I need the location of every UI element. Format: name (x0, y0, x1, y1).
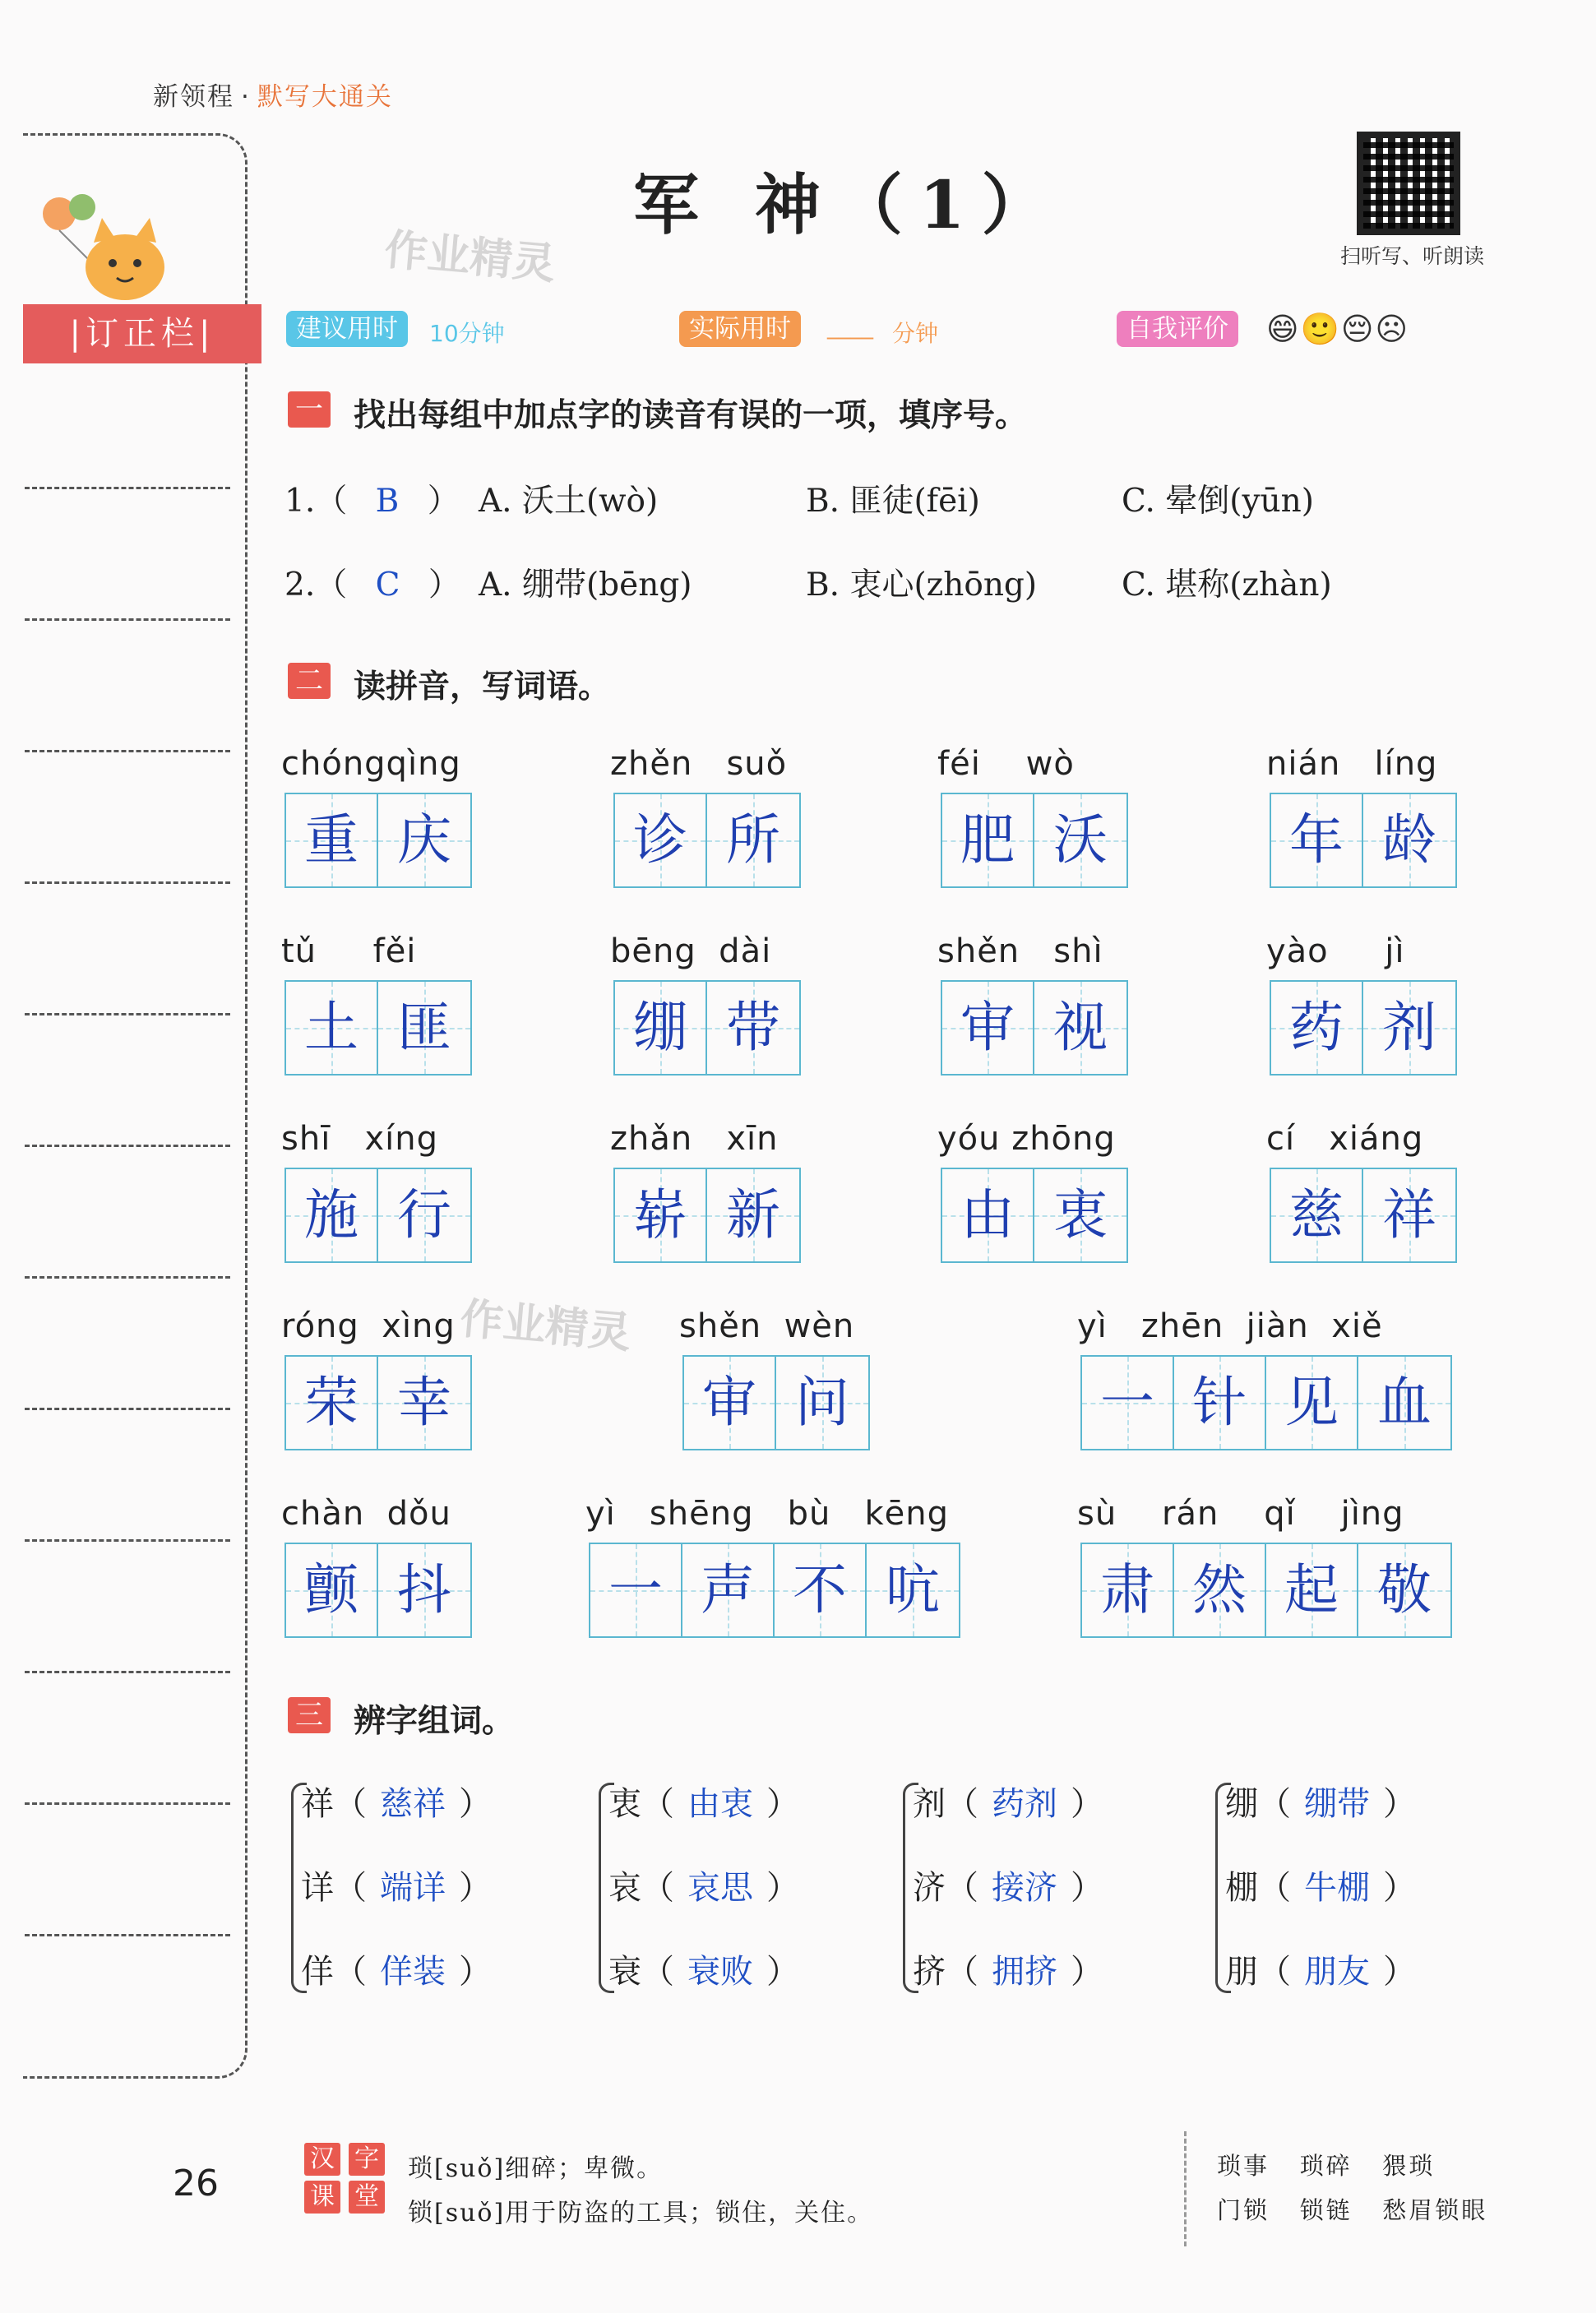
char-cell[interactable] (707, 1169, 799, 1261)
compare-close: ） (1071, 1953, 1103, 1991)
written-char: 药 (1289, 996, 1344, 1059)
char-cell[interactable] (615, 1169, 707, 1261)
compare-answer[interactable]: 拥挤 (992, 1953, 1057, 1991)
divider (25, 1013, 230, 1015)
written-char: 新 (726, 1183, 780, 1247)
char-cell[interactable] (1271, 794, 1363, 886)
words-1: 琐事 琐碎 猥琐 (1217, 2152, 1436, 2180)
written-char: 所 (726, 808, 780, 872)
written-char: 审 (960, 996, 1015, 1059)
written-char: 衷 (1053, 1183, 1108, 1247)
divider (25, 1671, 230, 1673)
written-char: 带 (726, 996, 780, 1059)
written-char: 然 (1192, 1558, 1247, 1621)
compare-row (301, 1945, 492, 1992)
written-char: 见 (1284, 1371, 1339, 1434)
divider (25, 1934, 230, 1936)
brand-name: 新领程 (153, 82, 234, 112)
hanzi-class-badge (304, 2143, 388, 2214)
char-cell[interactable] (1174, 1357, 1266, 1449)
pinyin-label: shī xíng (281, 1120, 438, 1158)
written-char: 问 (795, 1371, 849, 1434)
word-grid[interactable] (285, 1355, 472, 1450)
compare-answer[interactable]: 朋友 (1304, 1953, 1370, 1991)
compare-char: 衷（ (608, 1785, 674, 1823)
watermark: 作业精灵 (458, 1294, 633, 1358)
pinyin-label: féi wò (937, 745, 1075, 783)
char-cell[interactable] (286, 1357, 378, 1449)
compare-close: ） (766, 1953, 799, 1991)
char-cell[interactable] (286, 794, 378, 886)
char-cell[interactable] (707, 982, 799, 1074)
word-grid[interactable] (285, 793, 472, 888)
char-cell[interactable] (378, 1169, 470, 1261)
compare-answer[interactable]: 绷带 (1304, 1785, 1370, 1823)
q2-num: 2.（ (285, 567, 348, 604)
written-char: 龄 (1382, 808, 1436, 872)
compare-answer[interactable]: 衰败 (687, 1953, 753, 1991)
written-char: 年 (1289, 808, 1344, 872)
char-cell[interactable] (286, 982, 378, 1074)
badge-char: 字 (349, 2143, 385, 2176)
char-cell[interactable] (1271, 1169, 1363, 1261)
word-grid[interactable] (1270, 1168, 1457, 1263)
words-2: 门锁 锁链 愁眉锁眼 (1217, 2196, 1488, 2224)
char-cell[interactable] (1082, 1544, 1174, 1636)
divider (25, 881, 230, 884)
section2-title: 读拼音，写词语。 (354, 668, 611, 705)
word-grid[interactable] (285, 980, 472, 1076)
compare-answer[interactable]: 哀思 (687, 1869, 753, 1907)
suggested-time-value: 10分钟 (429, 320, 505, 347)
q1-close: ） (427, 483, 460, 520)
qr-caption: 扫听写、听朗读 (1340, 244, 1485, 268)
word-grid[interactable] (941, 1168, 1128, 1263)
char-cell[interactable] (378, 1357, 470, 1449)
compare-close: ） (459, 1785, 492, 1823)
suggested-time-label: 建议用时 (286, 311, 408, 347)
written-char: 崭 (633, 1183, 687, 1247)
compare-answer[interactable]: 端详 (380, 1869, 446, 1907)
compare-answer[interactable]: 由衷 (687, 1785, 753, 1823)
pinyin-label: cí xiáng (1266, 1120, 1424, 1158)
char-cell[interactable] (1358, 1357, 1450, 1449)
compare-close: ） (766, 1869, 799, 1907)
note-1: 琐[suǒ]细碎；卑微。 (408, 2154, 664, 2183)
char-cell[interactable] (707, 794, 799, 886)
char-cell[interactable] (1363, 794, 1455, 886)
compare-close: ） (766, 1785, 799, 1823)
pinyin-label: chàn dǒu (281, 1495, 451, 1533)
pinyin-label: shěn wèn (679, 1307, 855, 1345)
written-char: 土 (304, 996, 359, 1059)
compare-char: 济（ (913, 1869, 978, 1907)
word-grid[interactable] (589, 1543, 960, 1638)
written-char: 由 (960, 1183, 1015, 1247)
compare-close: ） (1383, 1869, 1416, 1907)
char-cell[interactable] (682, 1544, 775, 1636)
compare-row (913, 1945, 1103, 1992)
written-char: 施 (304, 1183, 359, 1247)
pinyin-label: yào jì (1266, 932, 1405, 970)
compare-char: 哀（ (608, 1869, 674, 1907)
compare-char: 佯（ (301, 1953, 367, 1991)
compare-answer[interactable]: 药剂 (992, 1785, 1057, 1823)
q2-option-b: B. 衷心(zhōng) (806, 567, 1038, 604)
compare-answer[interactable]: 接济 (992, 1869, 1057, 1907)
section3-title: 辨字组词。 (354, 1703, 515, 1740)
written-char: 慈 (1289, 1183, 1344, 1247)
compare-char: 衰（ (608, 1953, 674, 1991)
qr-code-icon[interactable] (1357, 132, 1460, 235)
section1-title: 找出每组中加点字的读音有误的一项，填序号。 (354, 397, 1028, 434)
compare-row (608, 1945, 799, 1992)
compare-close: ） (459, 1869, 492, 1907)
written-char: 剂 (1382, 996, 1436, 1059)
question-1 (285, 475, 460, 521)
divider (25, 750, 230, 752)
correction-tab: |订正栏| (23, 304, 261, 363)
word-grid[interactable] (1270, 980, 1457, 1076)
compare-row (1225, 1862, 1416, 1908)
word-grid[interactable] (682, 1355, 870, 1450)
compare-close: ） (1071, 1785, 1103, 1823)
section2-icon: 二 (288, 663, 331, 699)
q2-answer[interactable]: C (375, 567, 400, 604)
written-char: 不 (793, 1558, 847, 1621)
footer-divider (1184, 2131, 1187, 2246)
char-cell[interactable] (867, 1544, 959, 1636)
page-number: 26 (173, 2163, 219, 2204)
actual-time-unit: 分钟 (892, 320, 939, 347)
divider (25, 618, 230, 621)
written-char: 肃 (1100, 1558, 1154, 1621)
written-char: 幸 (397, 1371, 451, 1434)
char-cell[interactable] (1363, 982, 1455, 1074)
brand-dot: · (241, 82, 251, 112)
pinyin-label: zhǎn xīn (610, 1120, 779, 1158)
char-cell[interactable] (286, 1544, 378, 1636)
char-cell[interactable] (615, 982, 707, 1074)
pinyin-label: yóu zhōng (937, 1120, 1116, 1158)
q2-option-a: A. 绷带(bēng) (479, 567, 692, 604)
cat-illustration (35, 189, 183, 304)
compare-close: ） (459, 1953, 492, 1991)
word-grid[interactable] (1080, 1543, 1452, 1638)
written-char: 庆 (397, 808, 451, 872)
divider (25, 1145, 230, 1147)
compare-answer[interactable]: 佯装 (380, 1953, 446, 1991)
char-cell[interactable] (1271, 982, 1363, 1074)
written-char: 行 (397, 1183, 451, 1247)
written-char: 荣 (304, 1371, 359, 1434)
word-grid[interactable] (285, 1168, 472, 1263)
written-char: 一 (608, 1558, 663, 1621)
word-grid[interactable] (613, 1168, 801, 1263)
written-char: 沃 (1053, 808, 1108, 872)
section3-icon: 三 (288, 1697, 331, 1733)
pinyin-label: yì zhēn jiàn xiě (1077, 1307, 1383, 1345)
char-cell[interactable] (1363, 1169, 1455, 1261)
written-char: 肥 (960, 808, 1015, 872)
compare-char: 棚（ (1225, 1869, 1291, 1907)
word-grid[interactable] (1270, 793, 1457, 888)
word-grid[interactable] (941, 793, 1128, 888)
char-cell[interactable] (1266, 1357, 1358, 1449)
pinyin-label: bēng dài (610, 932, 772, 970)
written-char: 一 (1100, 1371, 1154, 1434)
char-cell[interactable] (1358, 1544, 1450, 1636)
written-char: 诊 (633, 808, 687, 872)
pinyin-label: zhěn suǒ (610, 745, 788, 783)
compare-row (913, 1862, 1103, 1908)
written-char: 祥 (1382, 1183, 1436, 1247)
question-2 (285, 559, 460, 605)
compare-row (1225, 1778, 1416, 1825)
char-cell[interactable] (1082, 1357, 1174, 1449)
written-char: 吭 (886, 1558, 940, 1621)
compare-row (608, 1862, 799, 1908)
badge-char: 汉 (304, 2143, 340, 2176)
char-cell[interactable] (590, 1544, 682, 1636)
written-char: 绷 (633, 996, 687, 1059)
actual-time-blank[interactable]: ____ (827, 312, 873, 340)
compare-row (608, 1778, 799, 1825)
word-grid[interactable] (941, 980, 1128, 1076)
char-cell[interactable] (1174, 1544, 1266, 1636)
char-cell[interactable] (684, 1357, 776, 1449)
written-char: 针 (1192, 1371, 1247, 1434)
compare-answer[interactable]: 慈祥 (380, 1785, 446, 1823)
written-char: 血 (1377, 1371, 1432, 1434)
q2-close: ） (428, 567, 460, 604)
compare-answer[interactable]: 牛棚 (1304, 1869, 1370, 1907)
compare-char: 祥（ (301, 1785, 367, 1823)
q1-option-a: A. 沃土(wò) (479, 483, 659, 520)
char-cell[interactable] (378, 982, 470, 1074)
compare-char: 详（ (301, 1869, 367, 1907)
divider (25, 1408, 230, 1410)
self-eval-faces[interactable]: 😄🙂😔☹ (1266, 311, 1410, 347)
pinyin-label: tǔ fěi (281, 932, 417, 970)
correction-panel (23, 133, 247, 2079)
pinyin-label: shěn shì (937, 932, 1103, 970)
divider (25, 1539, 230, 1542)
q2-option-c: C. 堪称(zhàn) (1122, 567, 1332, 604)
written-char: 抖 (397, 1558, 451, 1621)
char-cell[interactable] (1266, 1544, 1358, 1636)
char-cell[interactable] (942, 1169, 1034, 1261)
series-name: 默写大通关 (257, 82, 393, 112)
compare-row (301, 1778, 492, 1825)
written-char: 匪 (397, 996, 451, 1059)
badge-char: 课 (304, 2181, 340, 2214)
divider (25, 1802, 230, 1805)
written-char: 视 (1053, 996, 1108, 1059)
written-char: 敬 (1377, 1558, 1432, 1621)
char-cell[interactable] (615, 794, 707, 886)
char-cell[interactable] (775, 1544, 867, 1636)
watermark: 作业精灵 (382, 225, 557, 289)
compare-char: 朋（ (1225, 1953, 1291, 1991)
word-grid[interactable] (285, 1543, 472, 1638)
divider (25, 1276, 230, 1279)
brand-line (153, 76, 393, 113)
note-2: 锁[suǒ]用于防盗的工具；锁住，关住。 (408, 2199, 874, 2227)
char-cell[interactable] (942, 982, 1034, 1074)
compare-close: ） (1383, 1953, 1416, 1991)
word-grid[interactable] (613, 980, 801, 1076)
char-cell[interactable] (286, 1169, 378, 1261)
divider (25, 487, 230, 489)
char-cell[interactable] (1034, 794, 1126, 886)
word-grid[interactable] (613, 793, 801, 888)
actual-time-label: 实际用时 (679, 311, 801, 347)
written-char: 重 (304, 808, 359, 872)
compare-row (913, 1778, 1103, 1825)
char-cell[interactable] (1034, 1169, 1126, 1261)
compare-char: 剂（ (913, 1785, 978, 1823)
pinyin-label: sù rán qǐ jìng (1077, 1495, 1404, 1533)
char-cell[interactable] (776, 1357, 868, 1449)
compare-char: 绷（ (1225, 1785, 1291, 1823)
compare-close: ） (1383, 1785, 1416, 1823)
compare-close: ） (1071, 1869, 1103, 1907)
compare-row (301, 1862, 492, 1908)
written-char: 颤 (304, 1558, 359, 1621)
q1-answer[interactable]: B (375, 483, 400, 520)
char-cell[interactable] (378, 794, 470, 886)
pinyin-label: yì shēng bù kēng (585, 1495, 950, 1533)
self-eval-label: 自我评价 (1117, 311, 1238, 347)
section1-icon: 一 (288, 391, 331, 428)
written-char: 声 (701, 1558, 755, 1621)
written-char: 起 (1284, 1558, 1339, 1621)
char-cell[interactable] (378, 1544, 470, 1636)
written-char: 审 (702, 1371, 756, 1434)
badge-char: 堂 (349, 2181, 385, 2214)
word-grid[interactable] (1080, 1355, 1452, 1450)
pinyin-label: róng xìng (281, 1307, 456, 1345)
compare-row (1225, 1945, 1416, 1992)
char-cell[interactable] (1034, 982, 1126, 1074)
char-cell[interactable] (942, 794, 1034, 886)
q1-option-c: C. 晕倒(yūn) (1122, 483, 1314, 520)
q1-num: 1.（ (285, 483, 348, 520)
compare-char: 挤（ (913, 1953, 978, 1991)
pinyin-label: nián líng (1266, 745, 1438, 783)
pinyin-label: chóngqìng (281, 745, 461, 783)
q1-option-b: B. 匪徒(fēi) (806, 483, 980, 520)
page-title: 军 神（1） (633, 166, 1064, 243)
